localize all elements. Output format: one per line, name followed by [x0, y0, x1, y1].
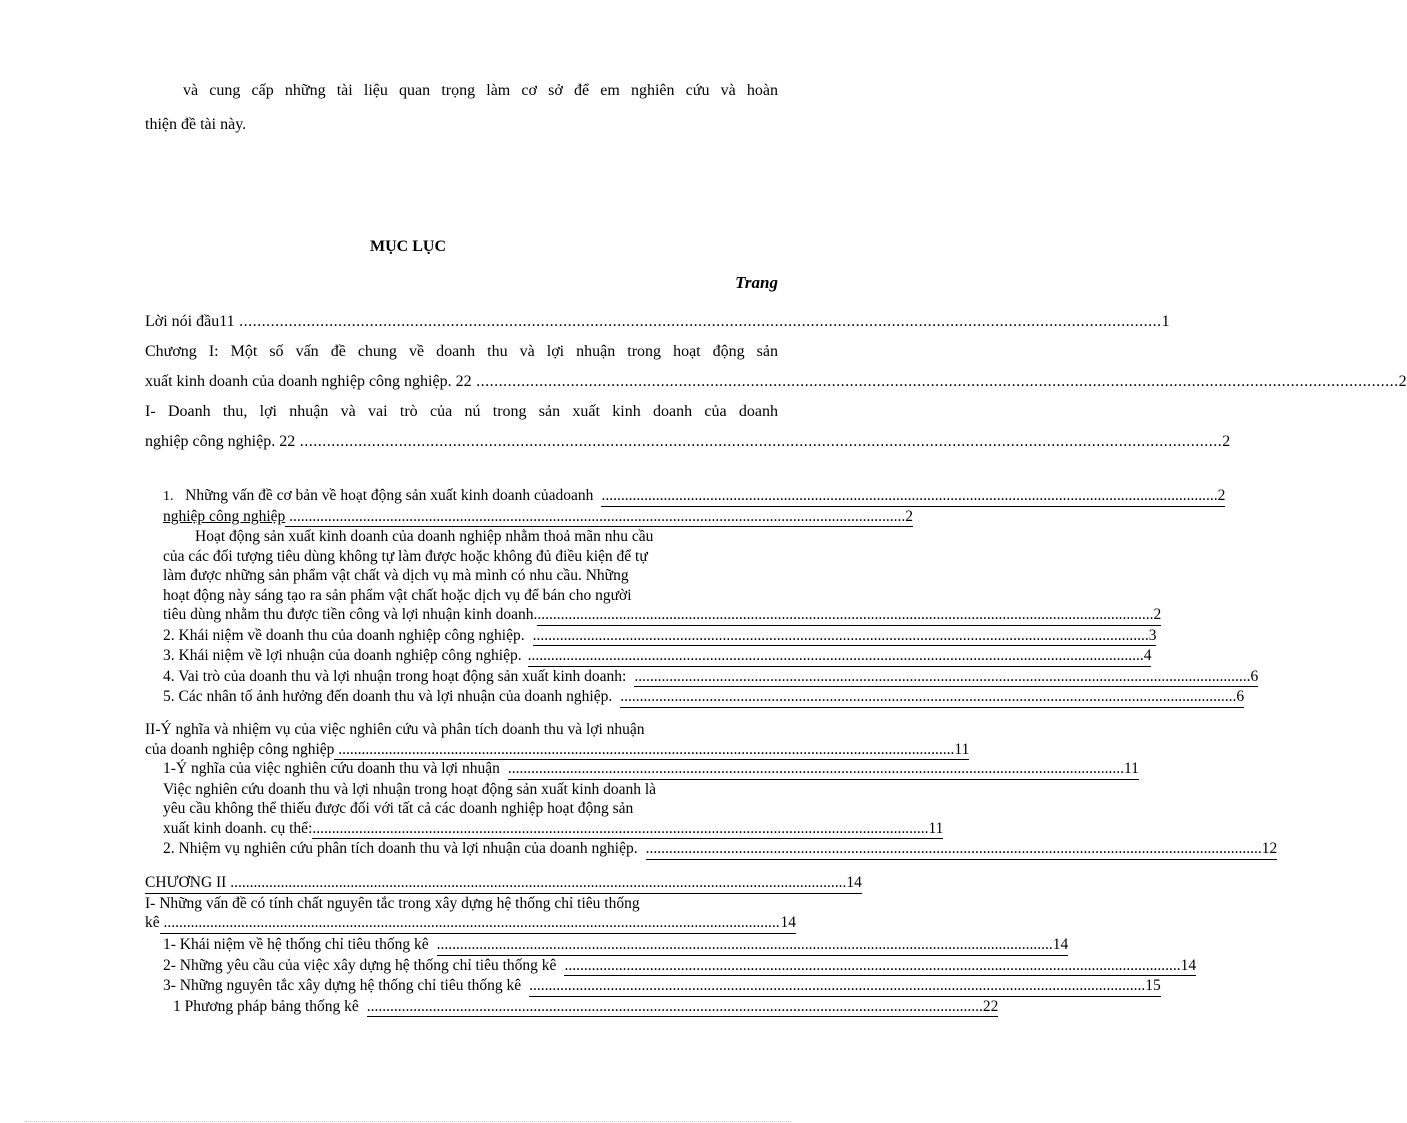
toc-entry-title: xuất kinh doanh của doanh nghiệp công nghiệp. 22	[145, 373, 472, 390]
intro-line-2: thiện đề tài này.	[145, 116, 247, 133]
dot-leader: ...............................................................................................................................................................	[437, 935, 1053, 956]
toc-entry[interactable]	[163, 956, 1197, 977]
dot-leader: ...............................................................................................................................................................	[334, 740, 954, 761]
toc-entry[interactable]	[145, 427, 1231, 457]
toc-entry-page: 1	[1161, 313, 1170, 330]
toc-entry-page: 6	[1236, 687, 1244, 708]
dot-leader: ...............................................................................................................................................................	[646, 839, 1262, 860]
toc-entry-title: kê	[145, 914, 160, 931]
toc-entry[interactable]	[145, 367, 1407, 397]
toc-entry-title: 3- Những nguyên tắc xây dựng hệ thống chỉ tiêu thống kê	[163, 977, 522, 994]
toc-entry-title: tiêu dùng nhằm thu được tiền công và lợi nhuận kinh doanh.	[163, 606, 538, 623]
toc-entry[interactable]	[145, 307, 1170, 337]
dot-leader: .............................................................................................................................................................................................................	[471, 373, 1399, 390]
dot-leader: ...............................................................................................................................................................	[634, 667, 1250, 688]
toc-entry-title: Những vấn đề cơ bản về hoạt động sản xuất kinh doanh củadoanh	[185, 487, 594, 504]
toc-entry[interactable]	[163, 626, 1157, 647]
toc-page-header: Trang	[735, 273, 778, 292]
dot-leader: .............................................................................................................................................................................................................	[234, 313, 1162, 330]
toc-entry-title: 2. Khái niệm về doanh thu của doanh nghiệp công nghiệp.	[163, 626, 525, 644]
paragraph-line: Hoạt động sản xuất kinh doanh của doanh nghiệp nhằm thoả mãn nhu cầu	[195, 528, 654, 545]
toc-entry-title[interactable]: I- Doanh thu, lợi nhuận và vai trò của nú trong sản xuất kinh doanh của doanh	[145, 403, 778, 420]
entry-number: 1.	[163, 489, 174, 504]
dot-leader: ...............................................................................................................................................................	[160, 913, 781, 934]
toc-entry-page: 14	[781, 913, 797, 934]
toc-entry-page: 2	[905, 507, 913, 528]
toc-entry[interactable]	[163, 486, 1226, 507]
toc-entry-title: 2. Nhiệm vụ nghiên cứu phân tích doanh thu và lợi nhuận của doanh nghiệp.	[163, 840, 638, 857]
toc-entry-title: 2- Những yêu cầu của việc xây dựng hệ thống chỉ tiêu thống kê	[163, 956, 557, 974]
paragraph-line: làm được những sản phẩm vật chất và dịch vụ mà mình có nhu cầu. Những	[163, 567, 629, 584]
toc-entry-page: 6	[1250, 667, 1258, 688]
toc-entry-page: 14	[1181, 956, 1197, 977]
toc-entry-page: 11	[954, 740, 969, 761]
toc-sub-entries-d	[145, 873, 862, 934]
paragraph-line: của các đối tượng tiêu dùng không tự làm được hoặc không đủ điều kiện để tự	[163, 547, 648, 565]
toc-entry-page: 2	[1218, 486, 1226, 507]
dot-leader: ...............................................................................................................................................................	[226, 873, 846, 894]
toc-entry[interactable]	[163, 687, 1245, 708]
toc-entry[interactable]	[163, 819, 944, 840]
toc-entry-title: CHƯƠNG II	[145, 873, 226, 894]
toc-entry[interactable]	[163, 935, 1069, 956]
toc-entry-title: xuất kinh doanh. cụ thể:	[163, 819, 313, 837]
toc-entry-title: nghiệp công nghiệp. 22	[145, 433, 296, 450]
toc-sub-entries-b	[145, 720, 970, 760]
toc-main-entries	[145, 307, 1407, 457]
paragraph-line: yêu cầu không thể thiếu được đối với tất cả các doanh nghiệp hoạt động sản	[163, 800, 634, 817]
toc-entry[interactable]	[163, 507, 914, 528]
dot-leader: ...............................................................................................................................................................	[620, 687, 1236, 708]
toc-entry-title: 3. Khái niệm về lợi nhuận của doanh nghiệp công nghiệp.	[163, 647, 522, 664]
dot-leader: ...............................................................................................................................................................	[285, 507, 905, 528]
dot-leader: ...............................................................................................................................................................	[529, 976, 1145, 997]
toc-sub-entries-c	[163, 759, 1278, 860]
toc-entry[interactable]	[163, 759, 1139, 780]
toc-entry-title: 1-Ý nghĩa của việc nghiên cứu doanh thu và lợi nhuận	[163, 760, 500, 777]
toc-entry-page: 12	[1262, 839, 1278, 860]
toc-entry-page: 22	[983, 997, 999, 1018]
toc-entry-page: 11	[929, 819, 944, 840]
toc-entry-page: 15	[1145, 976, 1161, 997]
toc-entry[interactable]	[163, 646, 1152, 667]
intro-paragraph	[145, 74, 778, 142]
toc-entry[interactable]	[163, 605, 1162, 626]
dot-leader: .............................................................................................................................................................................................................	[295, 433, 1223, 450]
toc-entry-page: 11	[1124, 759, 1139, 780]
toc-sub-entries-e	[163, 935, 1197, 1017]
dot-leader: ...............................................................................................................................................................	[533, 626, 1149, 647]
dot-leader: ...............................................................................................................................................................	[367, 997, 983, 1018]
intro-line-1: và cung cấp những tài liệu quan trọng làm cơ sở để em nghiên cứu và hoàn	[183, 82, 778, 99]
toc-entry-title: nghiệp công nghiệp	[163, 507, 286, 525]
toc-entry[interactable]	[145, 740, 970, 761]
toc-entry-page: 2	[1398, 373, 1407, 390]
toc-entry[interactable]	[163, 839, 1278, 860]
toc-entry-title: 1 Phương pháp bảng thống kê	[173, 997, 359, 1015]
dot-leader: ...............................................................................................................................................................	[564, 956, 1180, 977]
toc-entry-title: 1- Khái niệm về hệ thống chỉ tiêu thống kê	[163, 936, 429, 953]
toc-entry-title[interactable]: I- Những vấn đề có tính chất nguyên tắc trong xây dựng hệ thống chỉ tiêu thống	[145, 894, 640, 912]
toc-entry-title: 5. Các nhân tố ảnh hưởng đến doanh thu và lợi nhuận của doanh nghiệp.	[163, 688, 613, 705]
toc-entry-page: 2	[1153, 605, 1161, 626]
paragraph-line: Việc nghiên cứu doanh thu và lợi nhuận trong hoạt động sản xuất kinh doanh là	[163, 780, 657, 798]
page-bottom-rule	[25, 1121, 791, 1122]
toc-title: MỤC LỤC	[370, 238, 446, 255]
toc-entry-title: Lời nói đầu11	[145, 313, 235, 330]
toc-entry[interactable]	[163, 667, 1259, 688]
paragraph-line: hoạt động này sáng tạo ra sản phẩm vật chất hoặc dịch vụ để bán cho người	[163, 586, 632, 604]
toc-entry[interactable]	[163, 976, 1161, 997]
toc-entry-title[interactable]: Chương I: Một số vấn đề chung về doanh thu và lợi nhuận trong hoạt động sản	[145, 343, 778, 360]
toc-entry-page: 2	[1222, 433, 1231, 450]
toc-entry-page: 14	[1053, 935, 1069, 956]
toc-entry-page: 3	[1149, 626, 1157, 647]
dot-leader: ...............................................................................................................................................................	[528, 646, 1144, 667]
dot-leader: ...............................................................................................................................................................	[601, 486, 1217, 507]
toc-entry-title: 4. Vai trò của doanh thu và lợi nhuận trong hoạt động sản xuất kinh doanh:	[163, 667, 627, 685]
toc-entry-title[interactable]: II-Ý nghĩa và nhiệm vụ của việc nghiên cứu và phân tích doanh thu và lợi nhuận	[145, 721, 645, 738]
dot-leader: ...............................................................................................................................................................	[312, 819, 928, 840]
toc-entry[interactable]	[163, 997, 999, 1018]
toc-entry-title: của doanh nghiệp công nghiệp	[145, 740, 335, 758]
toc-entry[interactable]	[145, 913, 796, 934]
dot-leader: ...............................................................................................................................................................	[508, 759, 1124, 780]
toc-sub-entries-a	[163, 486, 1259, 708]
toc-entry[interactable]	[145, 873, 862, 894]
dot-leader: ...............................................................................................................................................................	[537, 605, 1153, 626]
toc-entry-page: 4	[1144, 646, 1152, 667]
toc-entry-page: 14	[846, 873, 862, 894]
